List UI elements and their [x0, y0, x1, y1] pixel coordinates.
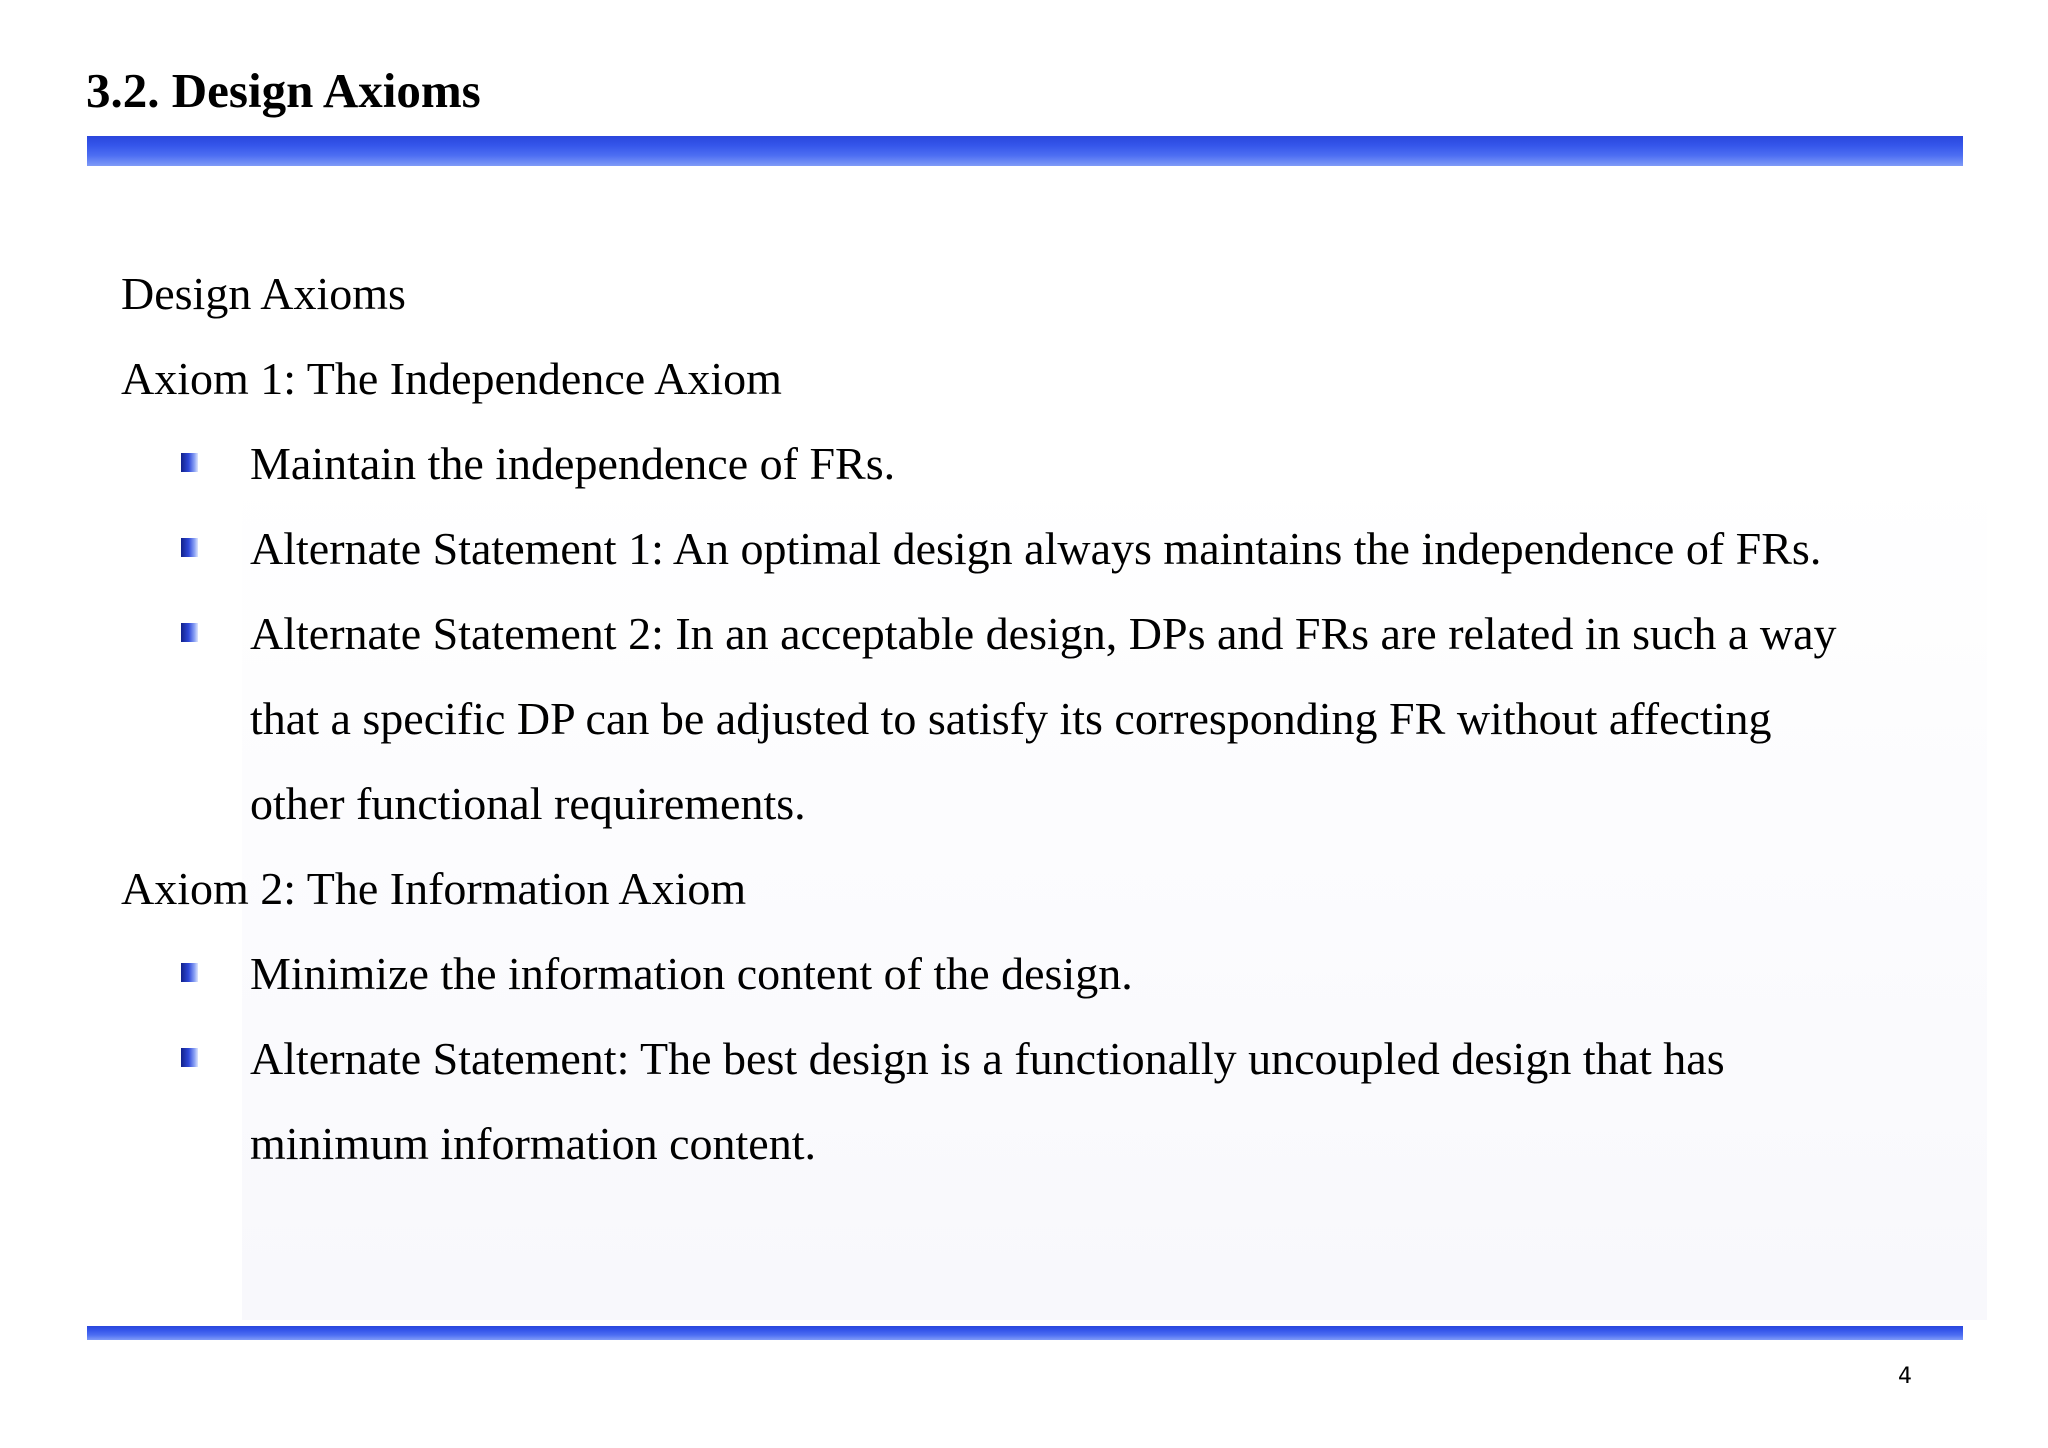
square-bullet-icon: [181, 453, 198, 472]
axiom1-title: Axiom 1: The Independence Axiom: [121, 353, 782, 404]
square-bullet-icon: [181, 623, 198, 642]
axiom1-bullet2: Alternate Statement 1: An optimal design always maintains the independence of FRs.: [250, 523, 1822, 574]
square-bullet-icon: [181, 963, 198, 982]
square-bullet-icon: [181, 1048, 198, 1067]
slide-title: 3.2. Design Axioms: [86, 63, 481, 118]
content-heading: Design Axioms: [121, 268, 406, 319]
axiom1-bullet3-line1: Alternate Statement 2: In an acceptable design, DPs and FRs are related in such a way: [250, 608, 1837, 659]
title-divider: [87, 136, 1963, 166]
axiom1-bullet1: Maintain the independence of FRs.: [250, 438, 896, 489]
axiom2-bullet1: Minimize the information content of the design.: [250, 948, 1133, 999]
square-bullet-icon: [181, 538, 198, 557]
page-number: 4: [1898, 1364, 1912, 1389]
axiom1-bullet3-line3: other functional requirements.: [250, 778, 806, 829]
footer-divider: [87, 1326, 1963, 1340]
axiom2-title: Axiom 2: The Information Axiom: [121, 863, 747, 914]
axiom2-bullet2-line2: minimum information content.: [250, 1118, 816, 1169]
axiom1-bullet3-line2: that a specific DP can be adjusted to satisfy its corresponding FR without affecting: [250, 693, 1772, 744]
axiom2-bullet2-line1: Alternate Statement: The best design is a functionally uncoupled design that has: [250, 1033, 1725, 1084]
